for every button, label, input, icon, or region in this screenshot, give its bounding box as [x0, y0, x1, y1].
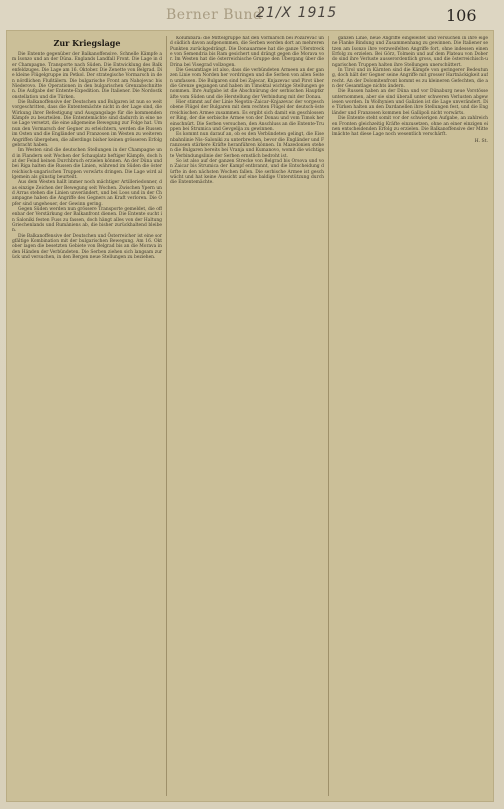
handwritten-date: 21/X 1915 [256, 5, 338, 21]
article-paragraph: Gegen Süden werden nun grössere Transporte gemeldet, die offenbar der Verstärkung der Balkanfront dienen. Die Entente sucht in Saloniki festen Fuss zu fassen, doch hängt alles von der Haltung Griechenlands und Rumäniens ab, die bisher zurückhaltend bleiben. [12, 206, 162, 234]
article-paragraph: Die Gesamtlage ist also, dass die verbündeten Armeen an der ganzen Linie vom Norden her vordringen und die Serben von allen Seiten umfassen. Die Bulgaren sind bei Zajecar, Knjazevac und Pirot über die Grenze gegangen und haben im Timoktal wichtige Stellungen genommen. Ihre Aufgabe ist die Abschnürung der serbischen Hauptkräfte vom Süden und die Herstellung der Verbindung mit der Donau. [170, 68, 324, 100]
article-paragraph: Die Entente steht somit vor der schwierigen Aufgabe, an zahlreichen Fronten gleichzeitig Kräfte einzusetzen, ohne an einer einzigen einen entscheidenden Erfolg zu erzielen. Die Balkanoffensive der Mittelmächte hat diese Lage noch wesentlich verschärft. [332, 116, 488, 138]
newspaper-source: Berner Bund [166, 7, 263, 23]
article-paragraph: So ist also auf der ganzen Strecke von Belgrad bis Orsova und von Zaicar bis Strumica der Kampf entbrannt, und die Entscheidung dürfte in den nächsten Wochen fallen. Die serbische Armee ist geschwächt und hat keine Aussicht auf eine baldige Unterstützung durch die Ententemächte. [170, 158, 324, 186]
article-column-1 [12, 36, 162, 798]
page-number: 106 [446, 6, 477, 25]
article-paragraph: Es kommt nun darauf an, ob es den Verbündeten gelingt, die Eisenbahnlinie Nis–Saloniki zu unterbrechen, bevor die Engländer und Franzosen stärkere Kräfte heranführen können. In Mazedonien stehen die Bulgaren bereits bei Vranja und Kumanovo, womit die wichtigste Verbindungslinie der Serben ernstlich bedroht ist. [170, 132, 324, 159]
column-divider [166, 36, 167, 796]
article-paragraph: Im Westen sind die deutschen Stellungen in der Champagne und in Flandern seit Wochen der Schauplatz heftiger Kämpfe, doch hat der Feind keinen Durchbruch erzielen können. An der Düna und bei Riga halten die Russen die Linien, während im Süden die österreichisch-ungarischen Truppen vorwärts dringen. Die Lage wird allgemein als günstig beurteilt. [12, 148, 162, 180]
article-title: Zur Kriegslage [53, 38, 121, 48]
article-paragraph: Die Entente gegenüber der Balkanoffensive. Schnelle Kämpfe am Isonzo und an der Düna. Englands Landfall Front. Die Lage in der Champagne. Transporte nach Süden. Die Entwicklung des Balkenfeldzuges. Die Lage am 16. Oktober. Die Zenette von Belgrad. Die kleine Flügelgruppe im Petkol. Der strategische Vormarsch in den nördlichen Flußtälern. Die bulgarische Front am Nahojevac bis Niederovo. Die Operationen in den bulgarischen Grenzabschnitten. Die Aufgabe der Entente-Expedition. Die Italiener. Die Nordostkonstellation und die Türken. [12, 52, 162, 100]
article-paragraph: Die Russen haben an der Düna und vor Dünaburg neue Vorstösse unternommen, aber sie sind überall unter schweren Verlusten abgewiesen worden. In Wolhynien und Galizien ist die Lage unverändert. Die Türken halten an den Dardanellen ihre Stellungen fest, und die Engländer und Franzosen kommen bei Gallipoli nicht vorwärts. [332, 89, 488, 116]
article-column-3 [332, 36, 488, 798]
article-paragraph: ganzen Linie, neue Angriffe eingeleitet und versuchen in ihre eigene Flanke Bindung und Zusammenhang zu gewinnen. Die Italiener setzen am Isonzo ihre verzweifelten Angriffe fort, ohne indessen einen Erfolg zu erzielen. Bei Görz, Tolmein und auf dem Plateau von Doberdo sind ihre Verluste ausserordentlich gross, und die österreichisch-ungarischen Truppen halten ihre Stellungen unerschüttert. [332, 36, 488, 68]
clipping-header [6, 0, 494, 32]
article-paragraph: In Tirol und in Kärnten sind die Kämpfe von geringerer Bedeutung, doch hält der Gegner seine Angriffe mit grosser Hartnäckigkeit aufrecht. An der Dolomitenfront kommt es zu kleineren Gefechten, die an der Gesamtlage nichts ändern. [332, 68, 488, 90]
article-paragraph: Aus dem Westen hallt immer noch mächtiger Artilleriedonner, das einzige Zeichen der Bewegung seit Wochen. Zwischen Ypern und Arras stehen die Linien unverändert, und bei Loos und in der Champagne haben die Angriffe des Gegners an Kraft verloren. Die Opfer sind ungeheuer, der Gewinn gering. [12, 180, 162, 207]
column-divider [328, 36, 329, 796]
article-paragraph: Die Balkanoffensive der Deutschen und Bulgaren ist nun so weit vorgeschritten, dass die Ententemächte nicht in der Lage sind, die Wirkung ihrer Befestigung und Ausgangslage für die kommenden Kämpfe zu beurteilen. Die Ententemächte sind dadurch in eine neue Lage versetzt, die eine allgemeine Bewegung zur Folge hat. Um nun den Vormarsch der Gegner zu erleichtern, werden die Russen im Osten und die Engländer und Franzosen im Westen zu weiteren Angriffen übergehen, die allerdings bisher keinen grösseren Erfolg gebracht haben. [12, 100, 162, 148]
article-paragraph: Hier stimmt auf der Linie Negotin–Zaicar–Knjazevac der vorgeschobene Flügel der Bulgaren mit dem rechten Flügel der deutsch-österreichischen Armee zusammen. Es ergibt sich damit ein geschlossener Ring, der die serbische Armee von der Donau und vom Timok her einschnürt. Die Serben versuchen, den Anschluss an die Entente-Truppen bei Strumica und Gevgelija zu gewinnen. [170, 100, 324, 132]
article-paragraph: Kolumbara: die Mittelgruppe hat den Vormarsch bei Pozarevac und südlich davon aufgenommen, die Serben werden dort an mehreren Punkten zurückgedrängt. Die Donauarmee hat die ganze Uferstrecke von Semendria bis Ram gesichert und drängt gegen die Morava vor. Im Westen hat die österreichische Gruppe den Übergang über die Drina bei Visegrad vollzogen. [170, 36, 324, 68]
author-signature: H. St. [474, 138, 488, 144]
article-column-2 [170, 36, 324, 798]
article-paragraph: Die Balkanoffensive der Deutschen und Österreicher ist eine sorgfältige Kombination mit der bulgarischen Bewegung. Am 16. Oktober lagen die besetzten Gebiete von Belgrad bis an die Morava in den Händen der Verbündeten. Die Serben ziehen sich langsam zurück und versuchen, in den Bergen neue Stellungen zu beziehen. [12, 233, 162, 261]
